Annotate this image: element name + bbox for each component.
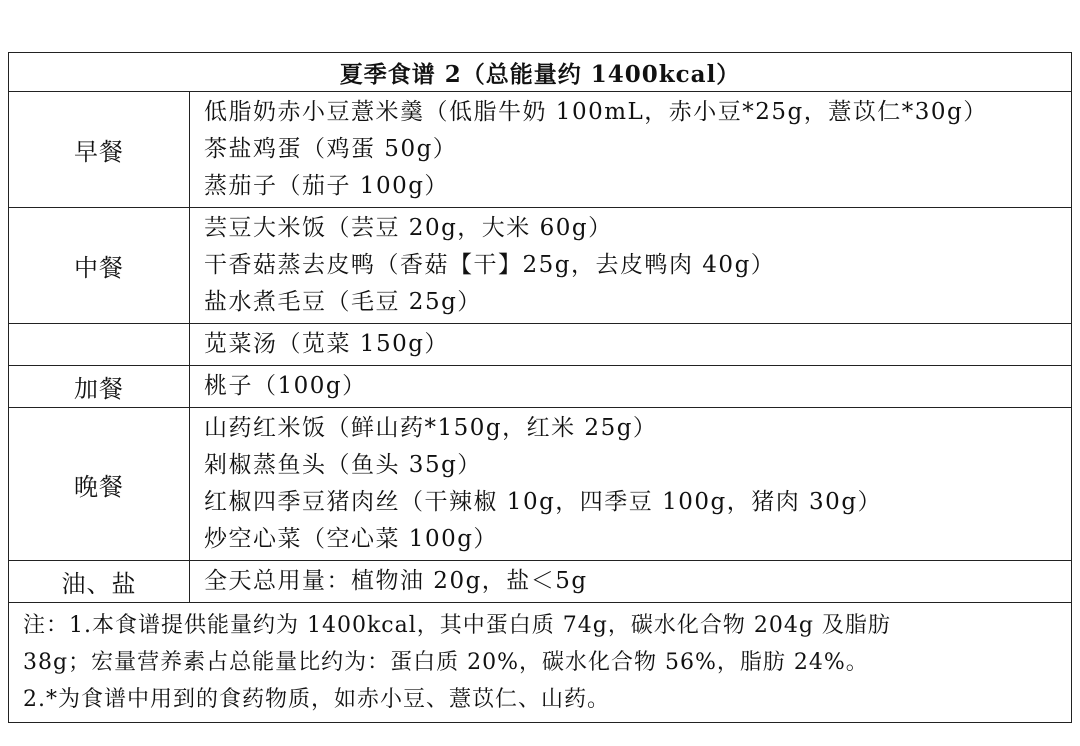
meal-item: 剁椒蒸鱼头（鱼头 35g） bbox=[204, 452, 482, 478]
meal-items-dinner bbox=[190, 408, 1071, 560]
meal-item: 炒空心菜（空心菜 100g） bbox=[204, 526, 498, 552]
meal-label-breakfast: 早餐 bbox=[9, 92, 190, 207]
meal-row-soup bbox=[9, 324, 1071, 366]
table-notes bbox=[9, 603, 1071, 722]
meal-item: 全天总用量：植物油 20g，盐＜5g bbox=[204, 568, 588, 594]
meal-items-soup bbox=[190, 324, 1071, 365]
note-line: 38g；宏量营养素占总能量比约为：蛋白质 20%，碳水化合物 56%，脂肪 24%。 bbox=[23, 650, 869, 675]
meal-label-soup bbox=[9, 324, 190, 365]
table-title: 夏季食谱 2（总能量约 1400kcal） bbox=[9, 53, 1071, 92]
meal-row-lunch bbox=[9, 208, 1071, 324]
meal-item: 桃子（100g） bbox=[204, 373, 367, 399]
meal-item: 盐水煮毛豆（毛豆 25g） bbox=[204, 289, 482, 315]
meal-label-lunch: 中餐 bbox=[9, 208, 190, 323]
meal-label-snack: 加餐 bbox=[9, 366, 190, 407]
meal-item: 山药红米饭（鲜山药*150g，红米 25g） bbox=[204, 415, 658, 441]
note-line: 注：1.本食谱提供能量约为 1400kcal，其中蛋白质 74g，碳水化合物 204g 及脂肪 bbox=[23, 613, 891, 638]
meal-item: 蒸茄子（茄子 100g） bbox=[204, 173, 449, 199]
meal-item: 低脂奶赤小豆薏米羹（低脂牛奶 100mL，赤小豆*25g，薏苡仁*30g） bbox=[204, 99, 988, 125]
meal-row-breakfast bbox=[9, 92, 1071, 208]
meal-item: 芸豆大米饭（芸豆 20g，大米 60g） bbox=[204, 215, 613, 241]
meal-items-lunch bbox=[190, 208, 1071, 323]
meal-row-snack bbox=[9, 366, 1071, 408]
meal-row-oil-salt bbox=[9, 561, 1071, 603]
menu-table bbox=[8, 52, 1072, 723]
meal-item: 干香菇蒸去皮鸭（香菇【干】25g，去皮鸭肉 40g） bbox=[204, 252, 776, 278]
meal-items-breakfast bbox=[190, 92, 1071, 207]
meal-item: 苋菜汤（苋菜 150g） bbox=[204, 331, 449, 357]
meal-items-snack bbox=[190, 366, 1071, 407]
meal-items-oil-salt bbox=[190, 561, 1071, 602]
note-line: 2.*为食谱中用到的食药物质，如赤小豆、薏苡仁、山药。 bbox=[23, 687, 610, 712]
meal-label-dinner: 晚餐 bbox=[9, 408, 190, 560]
meal-item: 茶盐鸡蛋（鸡蛋 50g） bbox=[204, 136, 458, 162]
meal-label-oil-salt: 油、盐 bbox=[9, 561, 190, 602]
meal-row-dinner bbox=[9, 408, 1071, 561]
meal-item: 红椒四季豆猪肉丝（干辣椒 10g，四季豆 100g，猪肉 30g） bbox=[204, 489, 883, 515]
